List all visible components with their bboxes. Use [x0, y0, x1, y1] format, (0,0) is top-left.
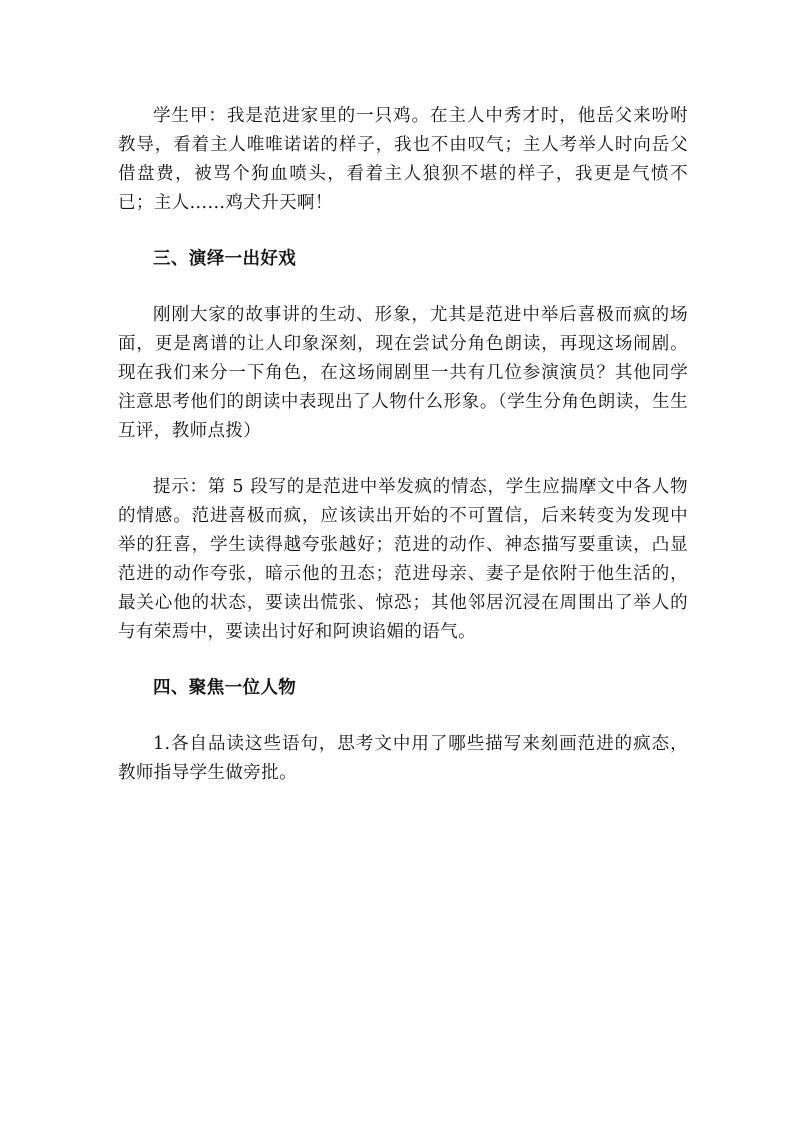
paragraph-role-reading: 刚刚大家的故事讲的生动、形象，尤其是范进中举后喜极而疯的场面，更是离谱的让人印象深刻，现在尝试分角色朗读，再现这场闹剧。现在我们来分一下角色，在这场闹剧里一共有几位参演演员？其他同学注意思考他们的朗读中表现出了人物什么形象。（学生分角色朗读，生生互评，教师点拨） [118, 305, 688, 441]
section-heading-4: 四、聚焦一位人物 [153, 678, 297, 698]
paragraph-student-a: 学生甲：我是范进家里的一只鸡。在主人中秀才时，他岳父来吩咐教导，看着主人唯唯诺诺的样子，我也不由叹气；主人考举人时向岳父借盘费，被骂个狗血喷头，看着主人狼狈不堪的样子，我更是气愤不已；主人......鸡犬升天啊！ [118, 106, 688, 213]
document-page [118, 102, 688, 788]
paragraph-hint: 提示：第 5 段写的是范进中举发疯的情态，学生应揣摩文中各人物的情感。范进喜极而疯，应该读出开始的不可置信，后来转变为发现中举的狂喜，学生读得越夸张越好；范进的动作、神态描写要重读，凸显范进的动作夸张，暗示他的丑态；范进母亲、妻子是依附于他生活的，最关心他的状态，要读出慌张、惊恐；其他邻居沉浸在周围出了举人的与有荣焉中，要读出讨好和阿谀谄媚的语气。 [118, 477, 688, 642]
paragraph-task-1: 1.各自品读这些语句，思考文中用了哪些描写来刻画范进的疯态，教师指导学生做旁批。 [118, 734, 688, 783]
section-heading-3: 三、演绎一出好戏 [153, 249, 297, 269]
